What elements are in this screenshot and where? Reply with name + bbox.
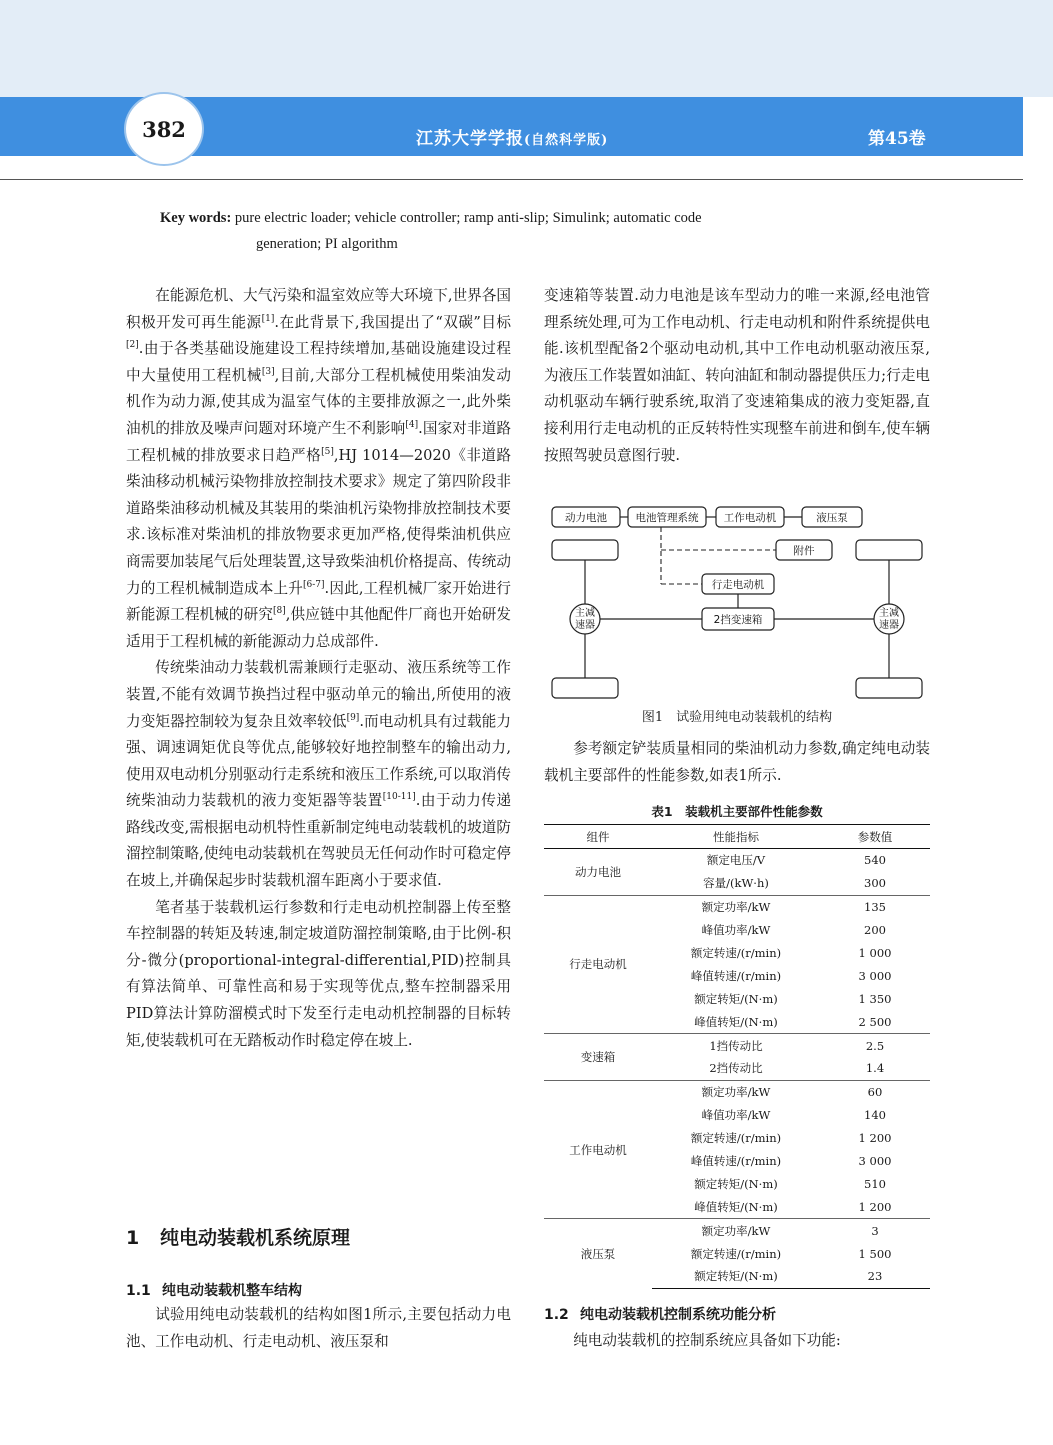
cell-indicator: 峰值功率/kW bbox=[701, 1108, 771, 1123]
journal-subtitle: (自然科学版) bbox=[524, 133, 609, 148]
subsection-heading-1-2 bbox=[544, 1304, 776, 1324]
col-header-indicator: 性能指标 bbox=[652, 825, 820, 849]
cell-value: 2.5 bbox=[820, 1034, 930, 1057]
cell-component: 工作电动机 bbox=[544, 1080, 652, 1218]
cell-component: 变速箱 bbox=[544, 1034, 652, 1081]
cell-indicator: 额定转矩/(N·m) bbox=[652, 1265, 820, 1288]
table-row bbox=[544, 1219, 930, 1242]
after-figure-text bbox=[544, 736, 930, 789]
cell-value: 60 bbox=[820, 1080, 930, 1103]
keywords-block bbox=[160, 205, 895, 257]
section-title: 纯电动装载机系统原理 bbox=[160, 1227, 351, 1249]
table-row bbox=[544, 895, 930, 918]
label-pump: 液压泵 bbox=[816, 512, 848, 524]
label-accessory: 附件 bbox=[793, 545, 815, 557]
cell-value: 3 bbox=[820, 1219, 930, 1242]
right-column bbox=[544, 283, 930, 469]
table-row bbox=[544, 849, 930, 872]
cell-value: 140 bbox=[864, 1108, 886, 1123]
cell-value: 300 bbox=[864, 876, 886, 891]
paragraph-after-figure: 参考额定铲装质量相同的柴油机动力参数,确定纯电动装载机主要部件的性能参数,如表1所示. bbox=[544, 740, 930, 784]
cell-indicator: 额定转速/(r/min) bbox=[690, 1131, 782, 1146]
cell-value: 1.4 bbox=[865, 1061, 885, 1076]
paragraph-intro-3: 笔者基于装载机运行参数和行走电动机控制器上传至整车控制器的转矩及转速,制定坡道防溜控制策略,由于比例-积分-微分(proportional-integral-differential,PID)控制具有算法简单、可靠性高和易于实现等优点,整车控制器采用PID算法计算防溜模式时下发至行走电动机控制器的目标转矩,使装载机可在无踏板动作时稳定停在坡上. bbox=[126, 898, 511, 1049]
subsection-heading-1-1 bbox=[126, 1280, 302, 1300]
label-reducer-right-2: 速器 bbox=[879, 620, 899, 631]
label-reducer-left-1: 主减 bbox=[575, 608, 595, 619]
section-number: 1 bbox=[126, 1227, 140, 1249]
cell-indicator: 额定转速/(r/min) bbox=[690, 1246, 782, 1261]
cell-value: 1 000 bbox=[858, 946, 892, 960]
label-travel-motor: 行走电动机 bbox=[711, 579, 765, 591]
cell-component: 液压泵 bbox=[544, 1219, 652, 1289]
structure-diagram bbox=[546, 502, 928, 702]
keywords-line-1: pure electric loader; vehicle controller; ramp anti-slip; Simulink; automatic code bbox=[234, 210, 702, 226]
keywords-label: Key words: bbox=[160, 210, 232, 226]
col-header-component: 组件 bbox=[544, 825, 652, 849]
label-bms: 电池管理系统 bbox=[635, 512, 699, 524]
subsection-number: 1.2 bbox=[544, 1307, 569, 1323]
box-wheel-bottom-left bbox=[552, 678, 618, 698]
cell-component: 行走电动机 bbox=[544, 895, 652, 1033]
left-column bbox=[126, 283, 511, 1054]
table-header-row bbox=[544, 825, 930, 849]
cell-value: 540 bbox=[864, 853, 886, 868]
cell-indicator: 额定转速/(r/min) bbox=[690, 946, 782, 960]
box-wheel-top-left bbox=[552, 540, 618, 560]
keywords-line-2: generation; PI algorithm bbox=[256, 236, 398, 252]
cell-indicator: 容量/(kW·h) bbox=[703, 876, 769, 891]
subsection-title: 纯电动装载机控制系统功能分析 bbox=[580, 1307, 776, 1323]
cell-indicator: 峰值转速/(r/min) bbox=[690, 968, 782, 983]
cell-value: 1 200 bbox=[858, 1199, 892, 1214]
cell-value: 510 bbox=[864, 1176, 886, 1191]
cell-value: 1 500 bbox=[858, 1246, 892, 1261]
cell-indicator: 峰值转矩/(N·m) bbox=[694, 1199, 778, 1214]
col-header-value: 参数值 bbox=[820, 825, 930, 849]
cell-value: 3 000 bbox=[858, 968, 892, 983]
spec-table bbox=[544, 824, 930, 1289]
header-rule bbox=[0, 179, 1023, 180]
section-1-2-text bbox=[544, 1328, 930, 1355]
label-reducer-right-1: 主减 bbox=[879, 608, 899, 619]
cell-indicator: 额定转矩/(N·m) bbox=[694, 1176, 778, 1191]
section-heading-1 bbox=[126, 1223, 350, 1250]
cell-indicator: 峰值转矩/(N·m) bbox=[694, 1014, 778, 1029]
subsection-number: 1.1 bbox=[126, 1283, 151, 1299]
cell-component: 动力电池 bbox=[575, 864, 621, 879]
page-number: 382 bbox=[124, 92, 204, 166]
cell-value: 23 bbox=[820, 1265, 930, 1288]
figure-caption: 图1 试验用纯电动装载机的结构 bbox=[641, 710, 833, 725]
cell-indicator: 1挡传动比 bbox=[652, 1034, 820, 1057]
cell-indicator: 额定转矩/(N·m) bbox=[694, 991, 778, 1006]
paragraph-intro-1: 在能源危机、大气污染和温室效应等大环境下,世界各国积极开发可再生能源[1].在此背景下,我国提出了“双碳”目标[2].由于各类基础设施建设工程持续增加,基础设施建设过程中大量使用工程机械[3],目前,大部分工程机械使用柴油发动机作为动力源,使其成为温室气体的主要排放源之一,此外柴油机的排放及噪声问题对环境产生不利影响[4].国家对非道路工程机械的排放要求日趋严格[5],HJ 1014—2020《非道路柴油移动机械污染物排放控制技术要求》规定了第四阶段非道路柴油移动机械及其装用的柴油机污染物排放控制技术要求.该标准对柴油机的排放物要求更加严格,使得柴油机供应商需要加装尾气后处理装置,这导致柴油机价格提高、传统动力的工程机械制造成本上升[6-7].因此,工程机械厂家开始进行新能源工程机械的研究[8],供应链中其他配件厂商也开始研发适用于工程机械的新能源动力总成部件. bbox=[126, 287, 511, 650]
label-gearbox: 2挡变速箱 bbox=[713, 614, 763, 626]
cell-indicator: 额定功率/kW bbox=[652, 1080, 820, 1103]
journal-title bbox=[416, 124, 608, 149]
cell-value: 135 bbox=[820, 895, 930, 918]
paragraph-intro-2: 传统柴油动力装载机需兼顾行走驱动、液压系统等工作装置,不能有效调节换挡过程中驱动单元的输出,所使用的液力变矩器控制较为复杂且效率较低[9].而电动机具有过载能力强、调速调矩优良等优点,能够较好地控制整车的输出动力,使用双电动机分别驱动行走系统和液压工作系统,可以取消传统柴油动力装载机的液力变矩器等装置[10-11].由于动力传递路线改变,需根据电动机特性重新制定纯电动装载机的坡道防溜控制策略,使纯电动装载机在驾驶员无任何动作时可稳定停在坡上,并确保起步时装载机溜车距离小于要求值. bbox=[126, 659, 511, 890]
paragraph-structure: 变速箱等装置.动力电池是该车型动力的唯一来源,经电池管理系统处理,可为工作电动机、行走电动机和附件系统提供电能.该机型配备2个驱动电动机,其中工作电动机驱动液压泵,为液压工作装置如油缸、转向油缸和制动器提供压力;行走电动机驱动车辆行驶系统,取消了变速箱集成的液力变矩器,直接利用行走电动机的正反转特性实现整车前进和倒车,使车辆按照驾驶员意图行驶. bbox=[544, 287, 930, 464]
table-caption: 表1 装载机主要部件性能参数 bbox=[651, 804, 823, 819]
cell-value: 1 200 bbox=[858, 1131, 892, 1146]
cell-value: 3 000 bbox=[858, 1154, 892, 1169]
subsection-title: 纯电动装载机整车结构 bbox=[162, 1283, 302, 1299]
table-row bbox=[544, 1080, 930, 1103]
label-work-motor: 工作电动机 bbox=[723, 512, 777, 524]
box-wheel-top-right bbox=[856, 540, 922, 560]
cell-indicator: 峰值转速/(r/min) bbox=[690, 1154, 782, 1169]
label-reducer-left-2: 速器 bbox=[575, 620, 595, 631]
cell-value: 200 bbox=[864, 923, 886, 938]
cell-indicator: 额定功率/kW bbox=[652, 1219, 820, 1242]
cell-indicator: 峰值功率/kW bbox=[701, 923, 771, 938]
cell-value: 1 350 bbox=[858, 991, 892, 1006]
cell-indicator: 额定功率/kW bbox=[652, 895, 820, 918]
cell-value: 2 500 bbox=[858, 1014, 892, 1029]
cell-indicator: 额定电压/V bbox=[706, 853, 766, 868]
cell-indicator: 2挡传动比 bbox=[709, 1061, 763, 1076]
paragraph-1-2: 纯电动装载机的控制系统应具备如下功能: bbox=[573, 1332, 841, 1349]
label-battery: 动力电池 bbox=[565, 512, 607, 524]
section-1-1-text bbox=[126, 1302, 511, 1355]
paragraph-1-1: 试验用纯电动装载机的结构如图1所示,主要包括动力电池、工作电动机、行走电动机、液压泵和 bbox=[126, 1306, 511, 1350]
journal-volume: 第45卷 bbox=[868, 129, 926, 149]
header-top-band bbox=[0, 0, 1053, 97]
table-row bbox=[544, 1034, 930, 1057]
journal-name: 江苏大学学报 bbox=[416, 129, 524, 149]
box-wheel-bottom-right bbox=[856, 678, 922, 698]
